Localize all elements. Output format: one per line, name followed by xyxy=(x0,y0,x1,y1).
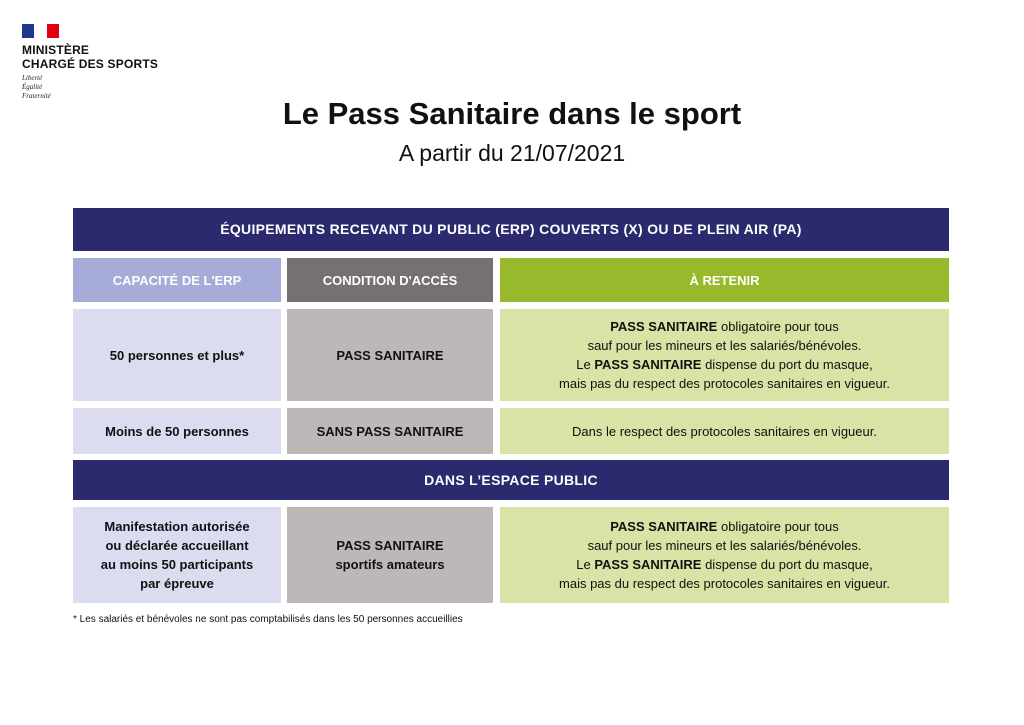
header-retain: À RETENIR xyxy=(500,258,949,302)
footnote: * Les salariés et bénévoles ne sont pas comptabilisés dans les 50 personnes accueillies xyxy=(73,614,463,625)
motto: Liberté Égalité Fraternité xyxy=(22,74,51,100)
page-title: Le Pass Sanitaire dans le sport xyxy=(282,96,742,131)
row3-capacity: Manifestation autorisée ou déclarée accueillant au moins 50 participants par épreuve xyxy=(73,507,281,603)
header-condition: CONDITION D'ACCÈS xyxy=(287,258,493,302)
public-space-banner: DANS L’ESPACE PUBLIC xyxy=(73,460,949,500)
row2-retain: Dans le respect des protocoles sanitaires en vigueur. xyxy=(500,408,949,454)
french-flag-icon xyxy=(22,24,59,38)
page-subtitle: A partir du 21/07/2021 xyxy=(398,140,626,166)
row2-capacity: Moins de 50 personnes xyxy=(73,408,281,454)
row3-retain: PASS SANITAIRE obligatoire pour tous sauf pour les mineurs et les salariés/bénévoles. Le PASS SANITAIRE dispense du port du masque, mais pas du respect des protocoles sanitaires en vigueur. xyxy=(500,507,949,603)
row3-condition: PASS SANITAIRE sportifs amateurs xyxy=(287,507,493,603)
ministry-name: MINISTÈRE CHARGÉ DES SPORTS xyxy=(22,43,159,71)
row1-retain: PASS SANITAIRE obligatoire pour tous sauf pour les mineurs et les salariés/bénévoles. Le PASS SANITAIRE dispense du port du masque, mais pas du respect des protocoles sanitaires en vigueur. xyxy=(500,309,949,401)
row1-capacity: 50 personnes et plus* xyxy=(73,309,281,401)
row1-condition: PASS SANITAIRE xyxy=(287,309,493,401)
ministry-logo xyxy=(22,24,158,101)
erp-section-banner: ÉQUIPEMENTS RECEVANT DU PUBLIC (ERP) COUVERTS (X) OU DE PLEIN AIR (PA) xyxy=(73,208,949,251)
header-capacity: CAPACITÉ DE L'ERP xyxy=(73,258,281,302)
row2-condition: SANS PASS SANITAIRE xyxy=(287,408,493,454)
